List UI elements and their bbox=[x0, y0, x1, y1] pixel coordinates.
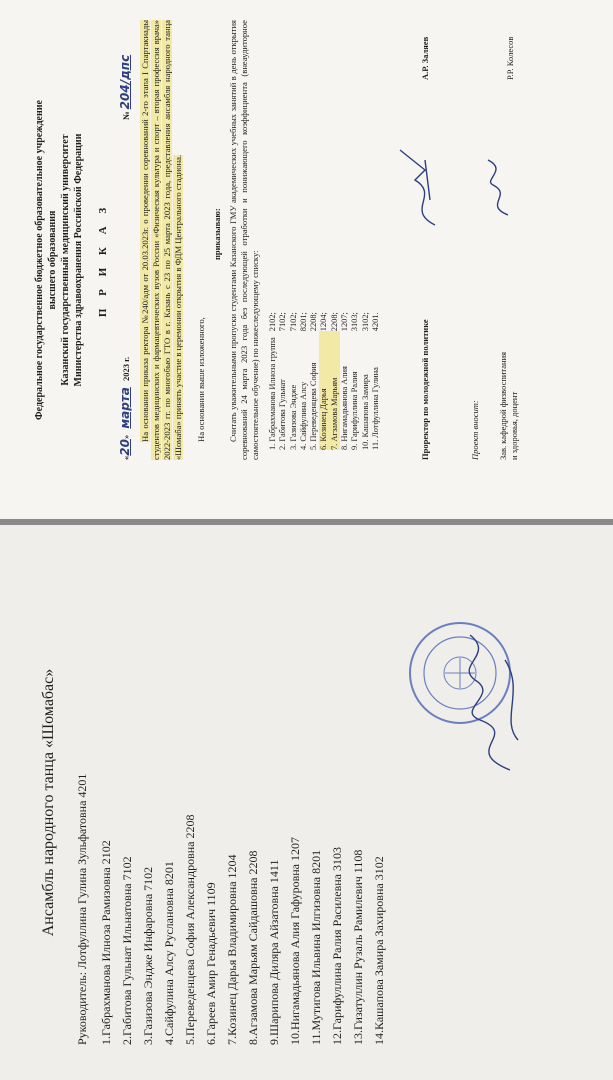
student-name: 2. Габитова Гульнат bbox=[278, 379, 288, 450]
ensemble-leader: Руководитель: Лотфуллина Гулина Зульфатовна 4201 bbox=[75, 773, 89, 1045]
project-label: Проект вносит: bbox=[470, 400, 480, 460]
ensemble-member: 11.Мутигова Ильвина Илгизовна 8201 bbox=[309, 849, 323, 1045]
ensemble-member: 9.Шарипова Диляра Айзатовна 1411 bbox=[267, 859, 281, 1045]
ensemble-member: 13.Гизатуллин Рузаль Рамилевич 1108 bbox=[351, 849, 365, 1045]
preamble-text: На основании приказа ректора №240/адм от 20.03.2023г. о проведении соревнований 2-го этапа I Спартакиады студентов медицинских и фармацевтических вузов России «Физическая культура и спорт – вторая профессия врача» 2022-2023 гг. по многобью ГТО в г. Казань с 23 по 25 марта 2023 года, представления ансамбля народного танца «Шомаба» принять участие в церемонии открытия в ФДМ Центрального стадиона. bbox=[140, 20, 183, 460]
student-name: 10. Кашапова Замира bbox=[360, 374, 370, 450]
student-row bbox=[330, 306, 340, 450]
student-name: 1. Габрахманова Илноза группа bbox=[268, 337, 277, 450]
student-name: 5. Переведенцева София bbox=[309, 362, 319, 450]
student-list bbox=[268, 306, 381, 450]
header-line-4: Министерства здравоохранения Российской Федерации bbox=[73, 133, 84, 387]
student-row bbox=[289, 306, 299, 450]
author-role-line-2: и здоровья, доцент bbox=[509, 391, 519, 460]
orders-label: приказываю: bbox=[212, 208, 222, 260]
ensemble-member: 6.Гареев Амир Генадьевич 1109 bbox=[204, 882, 218, 1045]
ensemble-member: 8.Агзамова Марьям Сайдашовна 2208 bbox=[246, 850, 260, 1045]
order-date bbox=[118, 357, 132, 460]
ensemble-member: 14.Кашапова Замира Захировна 3102 bbox=[372, 856, 386, 1045]
student-group: 2208; bbox=[309, 312, 319, 332]
student-name: 4. Сайфулина Алсу bbox=[298, 381, 308, 450]
number-value: 204/дпс bbox=[118, 54, 132, 110]
order-sheet bbox=[0, 0, 613, 520]
header-line-1: Федеральное государственное бюджетное образовательное учреждение bbox=[34, 100, 45, 420]
ensemble-member: 1.Габрахманова Илноза Рамизовна 2102 bbox=[99, 840, 113, 1045]
header-line-2: высшего образования bbox=[47, 210, 58, 310]
student-group: 2208; bbox=[329, 312, 339, 332]
ensemble-member-list bbox=[96, 815, 390, 1046]
signer-role: Проректор по молодежной политике bbox=[420, 319, 430, 460]
student-group: 4201. bbox=[370, 312, 380, 332]
student-row bbox=[371, 306, 381, 450]
order-body: Считать уважительными пропуски студентами Казанского ГМУ академических учебных занятий в день открытия соревнований 24 марта 2023 года без последующей отработки и понижающего коэффициента (внеаудиторное самостоятельное обучение) по нижеследующему списку: bbox=[228, 20, 260, 460]
author-signature bbox=[478, 150, 518, 220]
ensemble-member: 2.Габитова Гульнат Ильнатовна 7102 bbox=[120, 856, 134, 1045]
order-title: П Р И К А З bbox=[97, 202, 109, 318]
student-group: 1207; bbox=[340, 312, 350, 332]
student-row bbox=[278, 306, 288, 450]
order-number bbox=[118, 55, 132, 120]
ensemble-member: 4.Сайфулина Алсу Руслановна 8201 bbox=[162, 861, 176, 1045]
student-row bbox=[299, 306, 309, 450]
student-group: 2102; bbox=[268, 312, 277, 332]
student-row bbox=[350, 306, 360, 450]
ensemble-title: Ансамбль народного танца «Шомабас» bbox=[40, 668, 57, 937]
date-month: марта bbox=[118, 387, 132, 429]
ensemble-content bbox=[0, 525, 613, 1080]
ensemble-member: 7.Козинец Дарья Владимировна 1204 bbox=[225, 854, 239, 1045]
student-name: 3. Газизова Эндже bbox=[288, 384, 298, 450]
student-group: 8201; bbox=[298, 312, 308, 332]
student-row bbox=[340, 306, 350, 450]
student-name: 11. Лотфуллина Гулина bbox=[370, 367, 380, 450]
ensemble-member: 5.Переведенцева София Александровна 2208 bbox=[183, 814, 197, 1045]
signer-name: А.Р. Заляев bbox=[420, 36, 430, 80]
student-row bbox=[361, 306, 371, 450]
date-day: 20 bbox=[118, 439, 132, 456]
student-name: 6. Козинец Дарья bbox=[319, 331, 329, 450]
student-group: 3102; bbox=[360, 312, 370, 332]
student-row bbox=[268, 306, 278, 450]
student-group: 7102; bbox=[288, 312, 298, 332]
header-line-3: Казанский государственный медицинский университет bbox=[60, 134, 71, 386]
ensemble-sheet bbox=[0, 525, 613, 1080]
date-open-quote: « bbox=[121, 455, 131, 460]
student-name: 9. Гарифуллина Ралия bbox=[350, 371, 360, 450]
student-group: 7102; bbox=[278, 312, 288, 332]
date-close-quote: » bbox=[121, 434, 131, 440]
ensemble-member: 3.Газизова Эндже Инфаровна 7102 bbox=[141, 866, 155, 1045]
author-name: Р.Р. Колесов bbox=[505, 36, 515, 80]
preamble-paragraph bbox=[140, 20, 184, 460]
date-year: 2023 г. bbox=[121, 356, 131, 381]
student-row bbox=[319, 306, 329, 450]
student-group: 3103; bbox=[350, 312, 360, 332]
ensemble-member: 10.Нигамадьянова Алия Гафуровна 1207 bbox=[288, 837, 302, 1045]
order-content bbox=[0, 0, 613, 520]
author-role-line-1: Зав. кафедрой физвоспитания bbox=[498, 351, 508, 460]
student-name: 7. Агзамова Марьям bbox=[330, 331, 340, 450]
student-row bbox=[309, 306, 319, 450]
basis-line: На основании выше изложенного, bbox=[196, 317, 206, 442]
student-group: 1204; bbox=[319, 312, 329, 332]
ensemble-member: 12.Гарифуллина Ралия Расилевна 3103 bbox=[330, 847, 344, 1045]
rector-signature bbox=[395, 140, 445, 230]
student-name: 8. Нигамадьянова Алия bbox=[340, 366, 350, 450]
ensemble-signature bbox=[440, 610, 530, 780]
number-label: № bbox=[121, 111, 131, 120]
